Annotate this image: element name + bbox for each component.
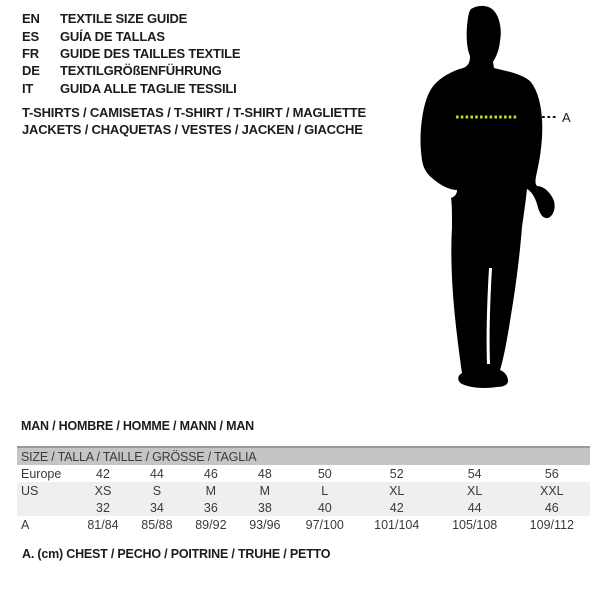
size-cell: 48 xyxy=(257,466,272,481)
size-row-label: A xyxy=(21,517,30,532)
size-cell: 89/92 xyxy=(195,517,227,532)
language-code: ES xyxy=(22,28,39,44)
size-cell: M xyxy=(238,482,292,499)
size-cell: 85/88 xyxy=(141,517,173,532)
language-title: GUIDE DES TAILLES TEXTILE xyxy=(60,45,241,61)
section-title-man: MAN / HOMBRE / HOMME / MANN / MAN xyxy=(21,419,254,433)
size-cell: 109/112 xyxy=(529,517,574,532)
size-cell: 105/108 xyxy=(452,517,498,532)
size-cell: XS xyxy=(76,482,130,499)
size-cell: 40 xyxy=(292,499,358,516)
size-cell: XXL xyxy=(514,482,590,499)
size-cell: 46 xyxy=(203,466,218,481)
size-cell: 54 xyxy=(467,466,482,481)
size-cell: 52 xyxy=(389,466,404,481)
language-title: TEXTILE SIZE GUIDE xyxy=(60,11,188,27)
size-table-row xyxy=(17,482,590,499)
size-cell: 81/84 xyxy=(87,517,119,532)
size-cell: 46 xyxy=(514,499,590,516)
size-cell: 32 xyxy=(76,499,130,516)
size-cell: 56 xyxy=(544,466,559,481)
size-cell: 44 xyxy=(436,499,514,516)
language-code: DE xyxy=(22,63,40,79)
size-cell: 34 xyxy=(130,499,184,516)
language-code: IT xyxy=(22,80,34,96)
category-line-jackets: JACKETS / CHAQUETAS / VESTES / JACKEN / GIACCHE xyxy=(22,122,363,138)
size-cell: XL xyxy=(358,482,436,499)
size-cell: S xyxy=(130,482,184,499)
category-line-tshirts: T-SHIRTS / CAMISETAS / T-SHIRT / T-SHIRT / MAGLIETTE xyxy=(22,105,366,120)
size-row-label xyxy=(17,499,76,516)
language-title: GUÍA DE TALLAS xyxy=(60,28,165,44)
footnote-chest: A. (cm) CHEST / PECHO / POITRINE / TRUHE / PETTO xyxy=(22,547,331,561)
size-cell: M xyxy=(184,482,238,499)
language-title: TEXTILGRÖßENFÜHRUNG xyxy=(60,63,222,79)
size-cell: L xyxy=(292,482,358,499)
size-table xyxy=(17,446,590,533)
language-code: EN xyxy=(22,11,40,27)
size-cell: 38 xyxy=(238,499,292,516)
size-table-header-label: SIZE / TALLA / TAILLE / GRÖSSE / TAGLIA xyxy=(17,447,590,465)
size-cell: 97/100 xyxy=(305,517,344,532)
size-table-row xyxy=(17,499,590,516)
man-silhouette-shape xyxy=(421,6,555,388)
language-code: FR xyxy=(22,45,39,61)
size-cell: 36 xyxy=(184,499,238,516)
size-table-body xyxy=(17,447,590,533)
size-cell: 44 xyxy=(149,466,164,481)
size-cell: 93/96 xyxy=(249,517,281,532)
size-cell: XL xyxy=(436,482,514,499)
size-cell: 42 xyxy=(96,466,110,481)
language-title: GUIDA ALLE TAGLIE TESSILI xyxy=(60,80,237,96)
size-cell: 50 xyxy=(317,466,332,481)
size-table-row xyxy=(17,516,590,533)
measure-label-a: A xyxy=(562,110,571,125)
size-row-label: US xyxy=(17,482,76,499)
size-table-header-row xyxy=(17,447,590,465)
size-row-label: Europe xyxy=(21,466,62,481)
size-cell: 101/104 xyxy=(374,517,420,532)
size-cell: 42 xyxy=(358,499,436,516)
size-table-row xyxy=(17,465,590,482)
